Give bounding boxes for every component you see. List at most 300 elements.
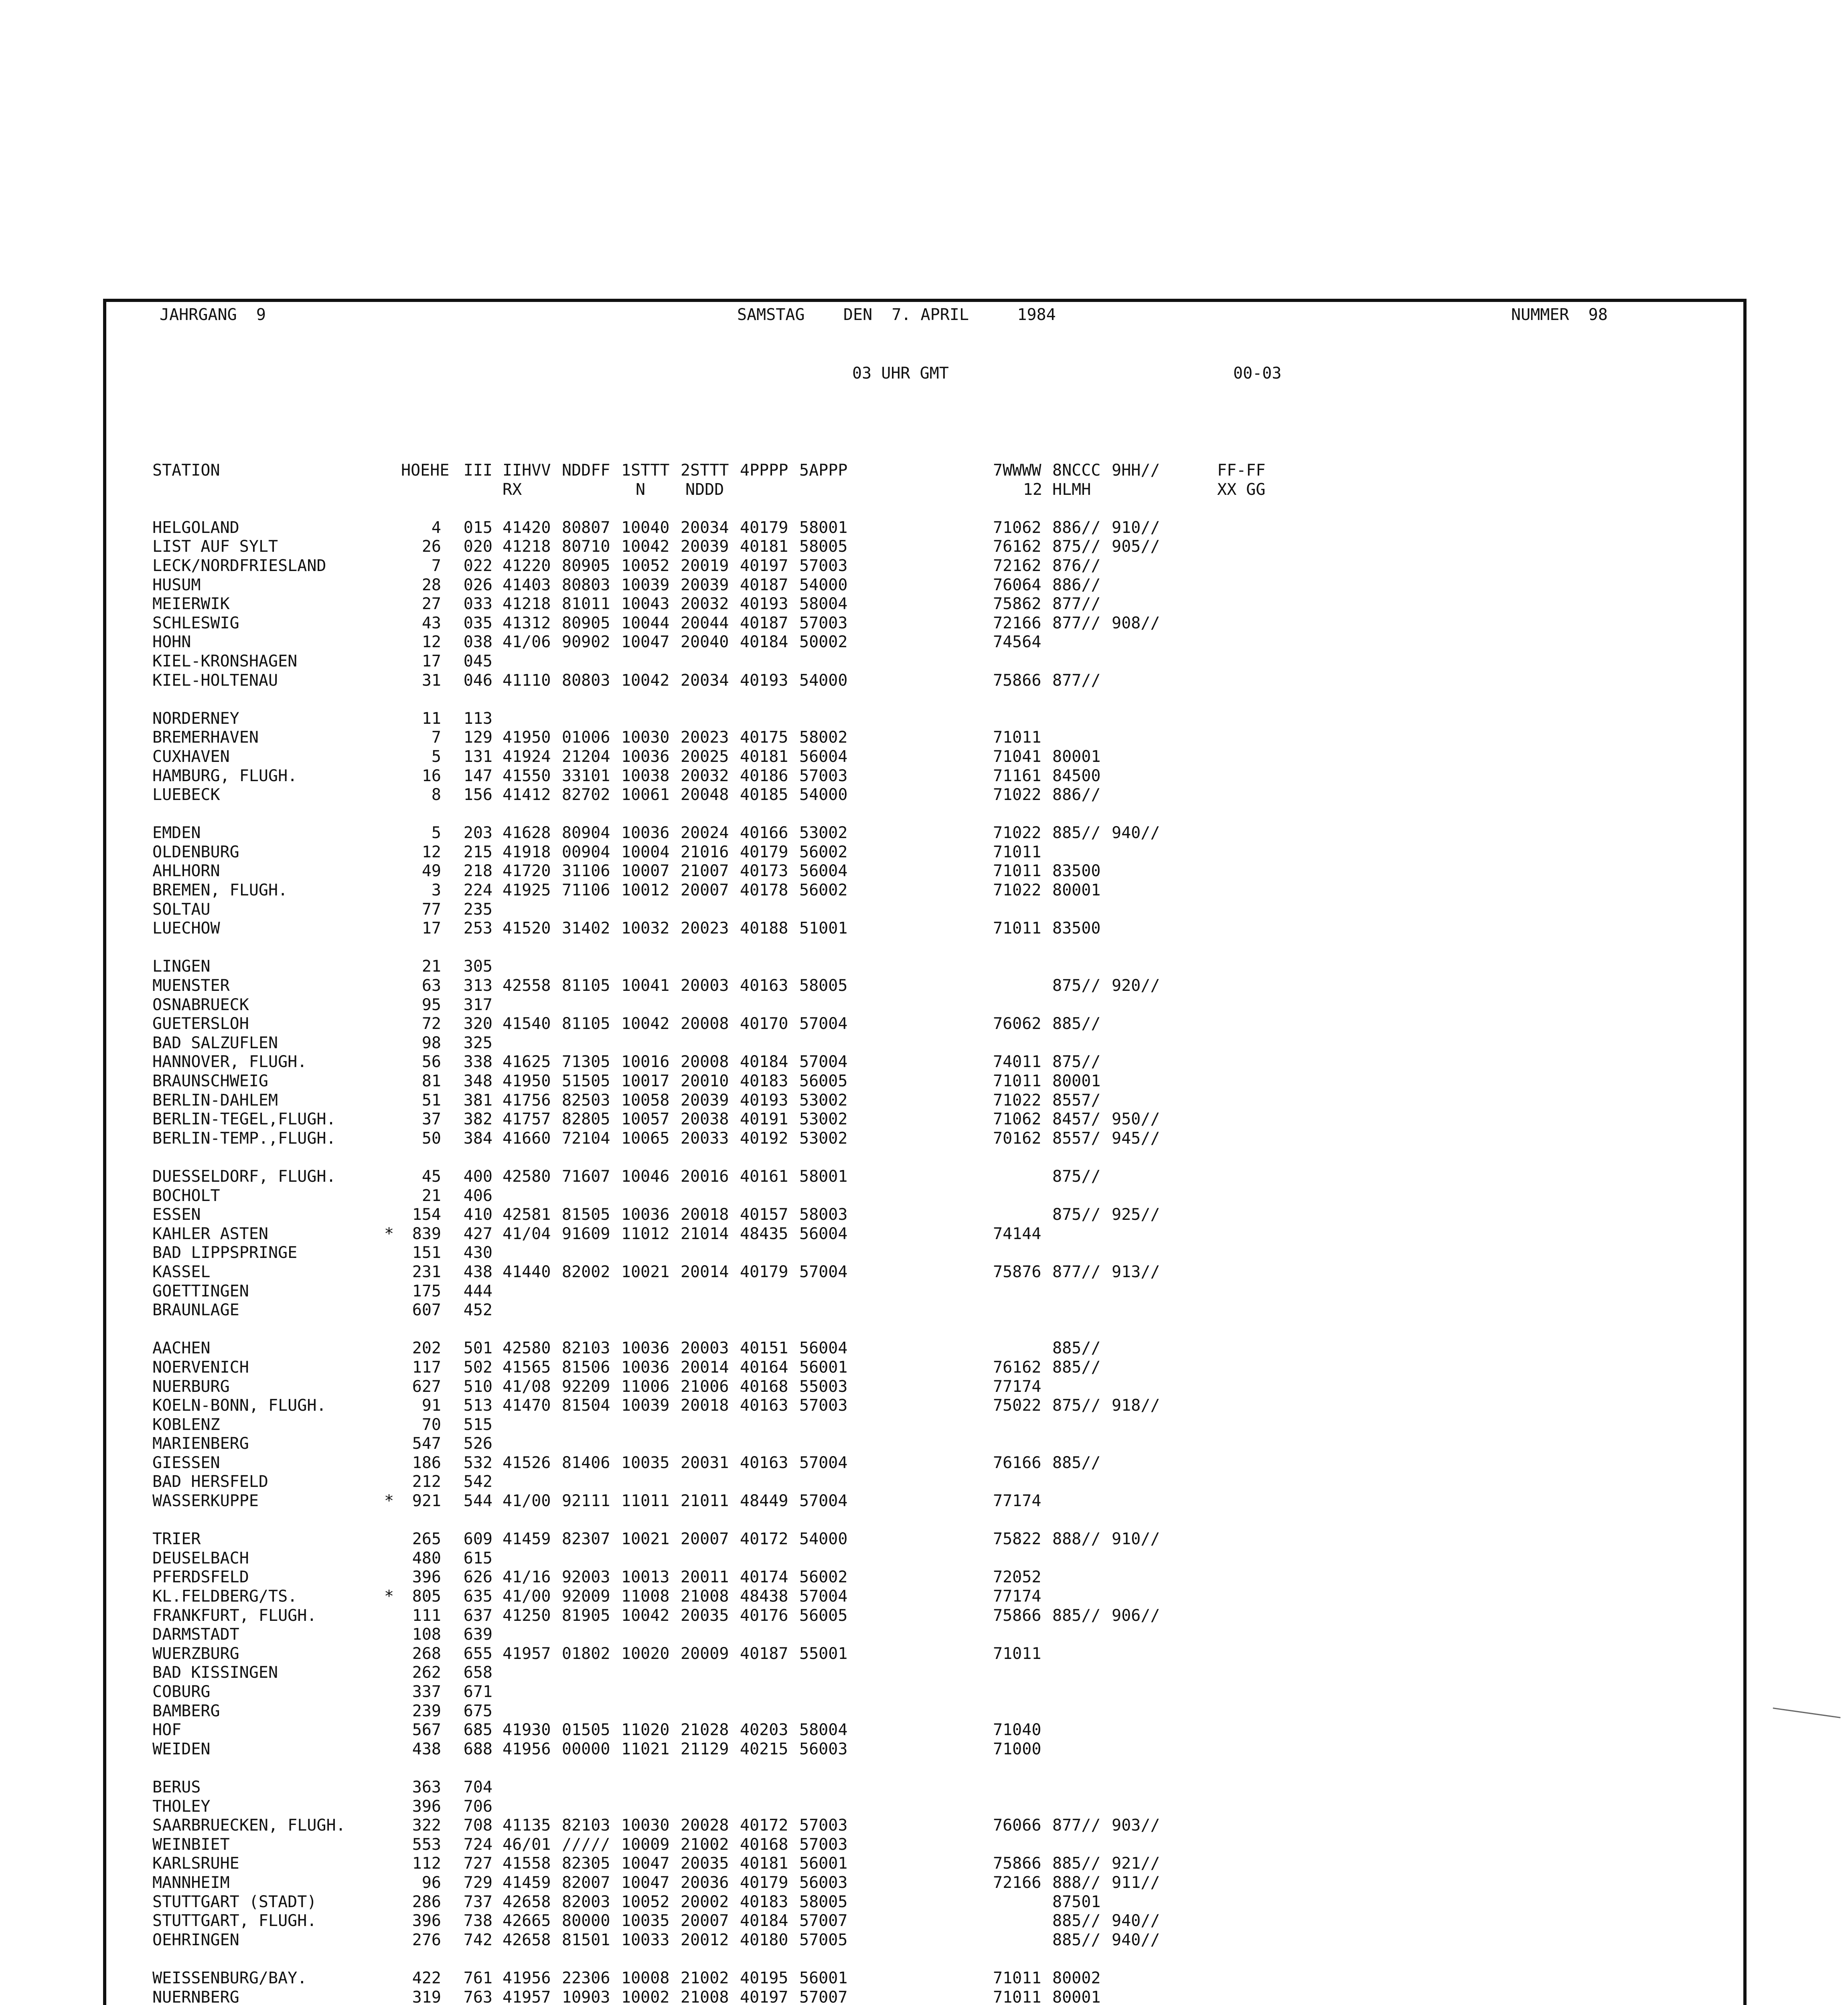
station-index: 763 (463, 1988, 492, 2005)
code-group: 82307 (562, 1530, 610, 1549)
station-index: 038 (463, 633, 492, 652)
mountain-marker (377, 1873, 401, 1893)
table-row (152, 919, 1297, 938)
code-group: 71305 (562, 1053, 610, 1071)
code-group: 40179 (740, 843, 788, 861)
code-group (1217, 1893, 1297, 1912)
station-index: 430 (463, 1244, 492, 1262)
code-group (681, 1663, 730, 1683)
station-index: 427 (463, 1224, 492, 1243)
code-group: 82103 (562, 1339, 610, 1358)
station-name: STUTTGART, FLUGH. (152, 1912, 317, 1930)
col-nddff: NDDFF (562, 461, 610, 480)
station-index: 502 (463, 1358, 492, 1377)
code-group (562, 652, 611, 671)
code-group (503, 1301, 552, 1320)
code-group: 20039 (681, 537, 729, 556)
code-group (503, 709, 552, 729)
code-group (1052, 652, 1102, 671)
table-row (152, 747, 1297, 767)
code-group (993, 1205, 1042, 1225)
code-group: 20034 (681, 671, 729, 690)
code-group: 54000 (799, 671, 848, 690)
station-height: 21 (421, 957, 441, 976)
code-group: 81105 (562, 1015, 610, 1033)
station-name: KAHLER ASTEN (152, 1224, 268, 1243)
code-group (1112, 843, 1161, 862)
code-group (621, 996, 671, 1015)
table-row (152, 1912, 1297, 1931)
code-group: 81506 (562, 1358, 610, 1377)
table-row (152, 557, 1297, 576)
code-group (1112, 671, 1161, 691)
code-group: 41250 (503, 1606, 551, 1625)
code-group: 10052 (621, 556, 670, 575)
code-group: 906// (1112, 1606, 1160, 1625)
code-group: 877// (1052, 1262, 1101, 1281)
code-group: 875// (1052, 1396, 1101, 1415)
volume-label: JAHRGANG 9 (160, 306, 266, 324)
station-name: LINGEN (152, 957, 211, 976)
mountain-marker (377, 1282, 401, 1301)
code-group: 10030 (621, 1816, 670, 1835)
code-group: 41918 (503, 843, 551, 861)
station-height: 7 (431, 556, 441, 575)
table-row (152, 1683, 1297, 1702)
table-row (152, 1797, 1297, 1817)
code-group: 885// (1052, 824, 1101, 843)
observation-time: 03 UHR GMT (852, 364, 949, 383)
code-group (799, 652, 849, 671)
mountain-marker (377, 1072, 401, 1091)
code-group (681, 1187, 730, 1206)
station-height: 337 (412, 1683, 441, 1701)
code-group (740, 1663, 789, 1683)
mountain-marker (377, 957, 401, 976)
station-height: 81 (421, 1072, 441, 1090)
code-group: 57003 (799, 556, 848, 575)
table-row (152, 1587, 1297, 1606)
code-group (621, 1301, 671, 1320)
time-range: 00-03 (1233, 364, 1282, 383)
code-group (993, 1416, 1042, 1435)
code-group: 58005 (799, 976, 848, 995)
station-height: 262 (412, 1663, 441, 1682)
code-group: 40170 (740, 1015, 788, 1033)
station-name: KOELN-BONN, FLUGH. (152, 1396, 326, 1415)
code-group: 875// (1052, 537, 1101, 556)
station-index: 761 (463, 1969, 492, 1987)
code-group (1052, 957, 1102, 976)
code-group: 8457/ (1052, 1110, 1101, 1129)
code-group (1217, 1988, 1297, 2005)
station-index: 515 (463, 1415, 492, 1434)
code-group: 42665 (503, 1912, 551, 1930)
code-group: 71022 (993, 786, 1042, 804)
code-group (681, 1702, 730, 1721)
code-group (993, 1187, 1042, 1206)
table-row (152, 1454, 1297, 1473)
code-group (799, 1683, 849, 1702)
code-group (1052, 1663, 1102, 1683)
code-group: 57004 (799, 1587, 848, 1606)
code-group: 92009 (562, 1587, 610, 1606)
code-group: 20035 (681, 1606, 729, 1625)
code-group (1217, 1015, 1297, 1034)
code-group: 875// (1052, 1053, 1101, 1071)
code-group (681, 1778, 730, 1797)
code-group (1217, 1072, 1297, 1091)
code-group: 10035 (621, 1453, 670, 1472)
mountain-marker (377, 1339, 401, 1358)
station-index: 626 (463, 1568, 492, 1587)
code-group: 20032 (681, 766, 729, 785)
code-group (799, 1663, 849, 1683)
code-group: 56003 (799, 1873, 848, 1892)
code-group: 11020 (621, 1721, 670, 1740)
code-group (621, 1797, 671, 1817)
code-group (562, 1472, 611, 1492)
code-group: 53002 (799, 1129, 848, 1148)
station-name: KASSEL (152, 1262, 211, 1281)
code-group: 58005 (799, 537, 848, 556)
col-8nccc: 8NCCC (1052, 461, 1101, 480)
table-row (152, 843, 1297, 862)
code-group (1217, 1396, 1297, 1416)
station-index: 203 (463, 824, 492, 843)
code-group (1217, 709, 1297, 729)
table-row (152, 1110, 1297, 1129)
station-index: 729 (463, 1873, 492, 1892)
code-group (562, 1187, 611, 1206)
station-name: LUEBECK (152, 786, 220, 804)
code-group: 10042 (621, 537, 670, 556)
table-row (152, 1472, 1297, 1492)
column-header-row-1 (152, 461, 1297, 480)
station-height: 396 (412, 1568, 441, 1587)
table-row (152, 652, 1297, 671)
code-group (740, 1434, 789, 1454)
code-group: 21028 (681, 1721, 729, 1740)
code-group: 10042 (621, 1606, 670, 1625)
code-group: 911// (1112, 1873, 1160, 1892)
code-group (503, 1797, 552, 1817)
code-group: 10030 (621, 728, 670, 747)
code-group (1052, 709, 1102, 729)
code-group (1217, 1454, 1297, 1473)
code-group: 71011 (993, 1644, 1042, 1663)
table-row (152, 976, 1297, 996)
station-height: 567 (412, 1721, 441, 1740)
code-group (1217, 652, 1297, 671)
code-group: 58004 (799, 1721, 848, 1740)
code-group: 71607 (562, 1167, 610, 1186)
code-group: 10032 (621, 919, 670, 938)
code-group: 41412 (503, 786, 551, 804)
code-group (562, 1625, 611, 1645)
code-group: 41440 (503, 1262, 551, 1281)
code-group: 10009 (621, 1835, 670, 1854)
station-height: 268 (412, 1644, 441, 1663)
code-group: 72166 (993, 1873, 1042, 1892)
mountain-marker (377, 1797, 401, 1817)
code-group (503, 1034, 552, 1053)
station-name: HOF (152, 1721, 182, 1740)
code-group: 22306 (562, 1969, 610, 1987)
station-height: 91 (421, 1396, 441, 1415)
code-group (621, 1663, 671, 1683)
code-group (1112, 1167, 1161, 1187)
code-group (993, 1472, 1042, 1492)
code-group: 41625 (503, 1053, 551, 1071)
code-group (503, 1416, 552, 1435)
code-group: 905// (1112, 537, 1160, 556)
table-row (152, 1969, 1297, 1988)
table-row (152, 1358, 1297, 1377)
code-group: 84500 (1052, 766, 1101, 785)
code-group: 41956 (503, 1969, 551, 1987)
code-group: 40192 (740, 1129, 788, 1148)
code-group (740, 1625, 789, 1645)
code-group (1217, 747, 1297, 767)
code-group (1052, 1549, 1102, 1568)
station-name: HUSUM (152, 575, 201, 594)
mountain-marker (377, 537, 401, 557)
code-group: 40186 (740, 766, 788, 785)
code-group (1217, 1721, 1297, 1740)
code-group: 72104 (562, 1129, 610, 1148)
mountain-marker (377, 1187, 401, 1206)
table-row (152, 728, 1297, 747)
code-group (799, 996, 849, 1015)
col-ff-sub: XX GG (1217, 480, 1266, 499)
code-group: 56004 (799, 747, 848, 766)
code-group (1217, 1472, 1297, 1492)
station-height: 7 (431, 728, 441, 747)
code-group: 885// (1052, 1912, 1101, 1930)
code-group: 40191 (740, 1110, 788, 1129)
code-group: 58002 (799, 728, 848, 747)
code-group: 71011 (993, 728, 1042, 747)
mountain-marker (377, 709, 401, 729)
code-group: 40187 (740, 614, 788, 632)
code-group: 46/01 (503, 1835, 551, 1854)
code-group (1217, 862, 1297, 881)
station-index: 406 (463, 1186, 492, 1205)
code-group (799, 1549, 849, 1568)
code-group: 10041 (621, 976, 670, 995)
station-height: 77 (421, 900, 441, 919)
code-group: 20023 (681, 728, 729, 747)
code-group: 20018 (681, 1205, 729, 1224)
code-group (740, 1778, 789, 1797)
col-2sttt-sub: NDDD (685, 480, 724, 499)
code-group: 56001 (799, 1969, 848, 1987)
station-name: WUERZBURG (152, 1644, 239, 1663)
station-index: 382 (463, 1110, 492, 1129)
station-height: 63 (421, 976, 441, 995)
code-group: 40157 (740, 1205, 788, 1224)
station-name: MANNHEIM (152, 1873, 230, 1892)
code-group: 40184 (740, 1912, 788, 1930)
code-group: 42658 (503, 1930, 551, 1949)
code-group: 10042 (621, 671, 670, 690)
code-group (993, 1931, 1042, 1950)
station-index: 655 (463, 1644, 492, 1663)
code-group: 10040 (621, 518, 670, 537)
code-group (681, 652, 730, 671)
mountain-marker (377, 1244, 401, 1263)
station-index: 639 (463, 1625, 492, 1644)
code-group (1112, 1454, 1161, 1473)
code-group: 876// (1052, 556, 1101, 575)
station-index: 542 (463, 1472, 492, 1491)
code-group (1112, 1625, 1161, 1645)
code-group (1217, 1606, 1297, 1626)
code-group: 41218 (503, 537, 551, 556)
code-group: 20016 (681, 1167, 729, 1186)
code-group (1217, 1568, 1297, 1587)
code-group (993, 1778, 1042, 1797)
code-group (1217, 1683, 1297, 1702)
code-group: 56004 (799, 1339, 848, 1358)
station-index: 400 (463, 1167, 492, 1186)
code-group: 21007 (681, 862, 729, 881)
code-group (681, 1434, 730, 1454)
table-row (152, 633, 1297, 652)
code-group (740, 1683, 789, 1702)
station-height: 607 (412, 1301, 441, 1320)
code-group: 81501 (562, 1930, 610, 1949)
code-group: 10033 (621, 1930, 670, 1949)
code-group: 10036 (621, 747, 670, 766)
code-group: 42580 (503, 1339, 551, 1358)
station-name: HOHN (152, 633, 191, 652)
code-group (1217, 1530, 1297, 1549)
code-group (1112, 1492, 1161, 1511)
code-group: 75862 (993, 595, 1042, 614)
code-group: 10903 (562, 1988, 610, 2005)
code-group (1052, 1835, 1102, 1855)
mountain-marker: * (384, 1587, 394, 1606)
code-group: 945// (1112, 1129, 1160, 1148)
code-group: 940// (1112, 1912, 1160, 1930)
code-group (1112, 1587, 1161, 1606)
station-index: 020 (463, 537, 492, 556)
code-group (993, 709, 1042, 729)
code-group: 82103 (562, 1816, 610, 1835)
code-group: 41/06 (503, 633, 551, 652)
code-group (1052, 1244, 1102, 1263)
code-group: 58001 (799, 1167, 848, 1186)
code-group: 71011 (993, 1969, 1042, 1987)
table-row (152, 1339, 1297, 1358)
code-group: 40178 (740, 881, 788, 900)
station-name: BAMBERG (152, 1701, 220, 1720)
station-height: 45 (421, 1167, 441, 1186)
code-group: 10021 (621, 1530, 670, 1549)
code-group: 87501 (1052, 1892, 1101, 1911)
table-row (152, 1015, 1297, 1034)
code-group: 11006 (621, 1377, 670, 1396)
code-group: 21008 (681, 1988, 729, 2005)
code-group (503, 957, 552, 976)
code-group (1052, 1702, 1102, 1721)
table-row (152, 1740, 1297, 1759)
code-group (1217, 1549, 1297, 1568)
code-group (1217, 1053, 1297, 1072)
col-4pppp: 4PPPP (740, 461, 788, 480)
code-group: 10046 (621, 1167, 670, 1186)
station-height: 175 (412, 1282, 441, 1300)
mountain-marker (377, 1053, 401, 1072)
code-group: 40173 (740, 862, 788, 881)
code-group: 57004 (799, 1015, 848, 1033)
code-group (993, 1835, 1042, 1855)
station-name: LIST AUF SYLT (152, 537, 278, 556)
table-row (152, 1244, 1297, 1263)
code-group (799, 1416, 849, 1435)
code-group (562, 709, 611, 729)
station-name: MUENSTER (152, 976, 230, 995)
code-group (993, 1625, 1042, 1645)
station-index: 235 (463, 900, 492, 919)
code-group: 41/00 (503, 1492, 551, 1511)
code-group: 21204 (562, 747, 610, 766)
mountain-marker (377, 881, 401, 900)
code-group (681, 1625, 730, 1645)
code-group (1052, 1187, 1102, 1206)
code-group: 92003 (562, 1568, 610, 1587)
code-group (1217, 1492, 1297, 1511)
station-index: 129 (463, 728, 492, 747)
station-name: SCHLESWIG (152, 614, 239, 632)
code-group (681, 1301, 730, 1320)
code-group (1112, 557, 1161, 576)
code-group (1217, 1358, 1297, 1377)
code-group: 20009 (681, 1644, 729, 1663)
code-group: 10047 (621, 1854, 670, 1873)
code-group (1112, 1549, 1161, 1568)
station-name: STUTTGART (STADT) (152, 1892, 317, 1911)
code-group: 41/04 (503, 1224, 551, 1243)
code-group (562, 1034, 611, 1053)
code-group (1052, 1587, 1102, 1606)
code-group: 40187 (740, 575, 788, 594)
code-group: 51001 (799, 919, 848, 938)
code-group (993, 1702, 1042, 1721)
code-group: 57003 (799, 1816, 848, 1835)
col-1sttt-sub: N (636, 480, 646, 499)
code-group (621, 1549, 671, 1568)
code-group: 00904 (562, 843, 610, 861)
table-row (152, 1606, 1297, 1626)
station-rows (152, 518, 1297, 2005)
mountain-marker (377, 518, 401, 538)
code-group: 81504 (562, 1396, 610, 1415)
table-row (152, 1053, 1297, 1072)
code-group: 877// (1052, 1816, 1101, 1835)
code-group (1112, 1568, 1161, 1587)
code-group (1052, 1645, 1102, 1664)
code-group (1217, 1416, 1297, 1435)
table-row (152, 1091, 1297, 1110)
code-group: 10039 (621, 575, 670, 594)
code-group (503, 1434, 552, 1454)
code-group: 11008 (621, 1587, 670, 1606)
mountain-marker (377, 1129, 401, 1148)
mountain-marker (377, 557, 401, 576)
